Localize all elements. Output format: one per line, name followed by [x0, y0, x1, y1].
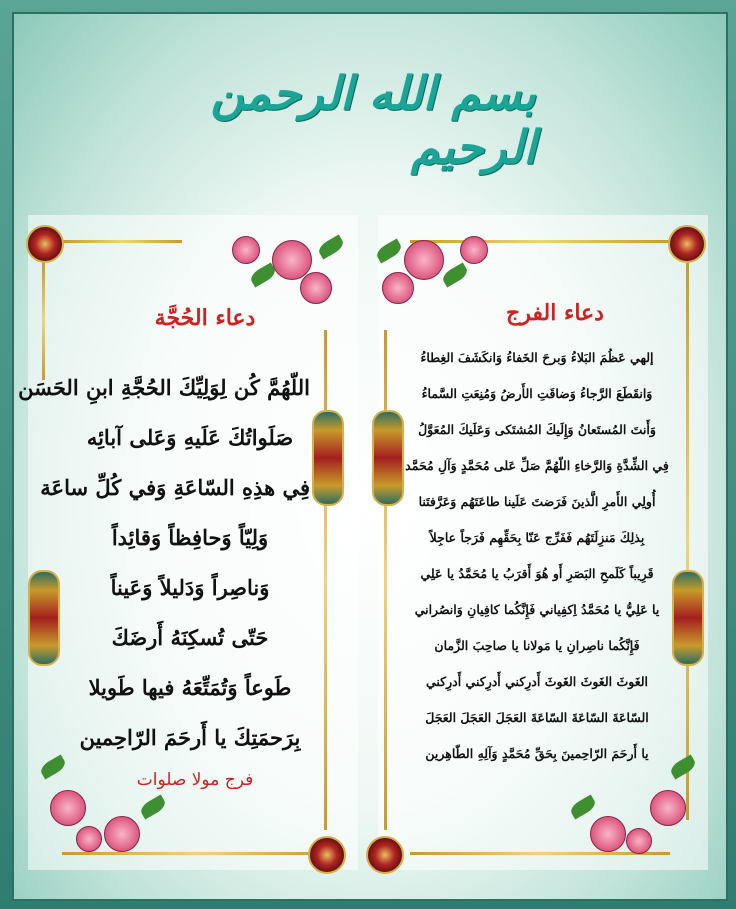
corner-ornament-icon [26, 225, 64, 263]
basmala-calligraphy: بسم الله الرحمن الرحيم [210, 66, 536, 174]
left-prayer-line: اللّهُمَّ كُن لِوَلِيِّكَ الحُجَّةِ ابنِ الحَسَن [18, 375, 310, 400]
right-prayer-line: فِي الشِّدَّةِ وَالرَّخاءِ اللّهُمَّ صَلِّ عَلى مُحَمَّدٍ وَآلِ مُحَمَّد [405, 458, 669, 473]
rose-icon [50, 790, 86, 826]
rose-icon [404, 240, 444, 280]
rose-icon [76, 826, 102, 852]
right-prayer-line: وَانقَطَعَ الرَّجاءُ وَضاقَتِ الأَرضُ وَمُنِعَتِ السَّماءُ [421, 386, 653, 401]
right-prayer-line: يا أَرحَمَ الرّاحِمينَ بِحَقِّ مُحَمَّدٍ وَآلِهِ الطّاهِرين [425, 746, 649, 761]
left-outer-border [42, 260, 45, 380]
right-prayer-line: أُولِي الأَمرِ الَّذينَ فَرَضتَ عَلَينا طاعَتَهُم وَعَرَّفتَنا [418, 494, 656, 509]
left-bottom-border [62, 852, 332, 855]
rose-icon [232, 236, 260, 264]
left-prayer-line: حَتّى تُسكِنَهُ أَرضَكَ [111, 625, 269, 650]
right-panel-title: دعاء الفرج [506, 300, 604, 326]
left-prayer-line: طَوعاً وَتُمَتِّعَهُ فيها طَويلا [88, 675, 292, 700]
rose-icon [650, 790, 686, 826]
medallion-ornament-icon [28, 570, 60, 666]
right-prayer-line: يا عَلِيُّ يا مُحَمَّدُ اِكفِياني فَإِنَّكُما كافِيانِ وَانصُراني [414, 602, 660, 617]
right-inner-border [384, 330, 387, 830]
left-prayer-line: فِي هذِهِ السّاعَةِ وَفي كُلِّ ساعَة [40, 475, 310, 500]
corner-ornament-icon [366, 836, 404, 874]
right-top-border [410, 240, 670, 243]
right-prayer-line: قَرِيباً كَلَمحِ البَصَرِ أَو هُوَ أَقرَبُ يا مُحَمَّدُ يا عَلِي [420, 566, 654, 581]
rose-icon [626, 828, 652, 854]
rose-icon [460, 236, 488, 264]
rose-icon [300, 272, 332, 304]
left-prayer-line: وَلِيّاً وَحافِظاً وَقائِداً [111, 525, 269, 550]
left-prayer-line: صَلَواتُكَ عَلَيهِ وَعَلى آبائِه [86, 425, 294, 450]
right-prayer-line: إلهي عَظُمَ البَلاءُ وَبرحَ الخَفاءُ وَانكَشَفَ الغِطاءُ [420, 350, 654, 365]
right-bottom-border [410, 852, 670, 855]
left-prayer-line: وَناصِراً وَدَليلاً وَعَيناً [110, 575, 270, 600]
rose-icon [104, 816, 140, 852]
left-panel-footer: فرج مولا صلوات [136, 770, 254, 790]
rose-icon [382, 272, 414, 304]
right-prayer-line: السّاعَةَ السّاعَةَ السّاعَةَ العَجَلَ العَجَلَ العَجَلَ [425, 710, 649, 725]
right-prayer-line: فَإِنَّكُما ناصِرانِ يا مَولانا يا صاحِبَ الزَّمان [434, 638, 640, 653]
left-panel-title: دعاء الحُجَّة [154, 305, 256, 331]
left-prayer-line: بِرَحمَتِكَ يا أَرحَمَ الرّاحِمين [79, 725, 301, 750]
right-prayer-line: بِذلِكَ مَنزِلَتَهُم فَفَرِّج عَنّا بِحَقِّهِم فَرَجاً عاجِلاً [429, 530, 645, 545]
right-prayer-line: الغَوثَ الغَوثَ الغَوثَ أَدرِكني أَدرِكني أَدرِكني [425, 674, 649, 689]
right-outer-border [686, 260, 689, 820]
corner-ornament-icon [308, 836, 346, 874]
left-top-border [62, 240, 182, 243]
left-inner-border [324, 330, 327, 830]
medallion-ornament-icon [312, 410, 344, 506]
right-prayer-line: وَأَنتَ المُستَعانُ وَإِلَيكَ المُشتَكى وَعَلَيكَ المُعَوَّلُ [418, 422, 656, 437]
corner-ornament-icon [668, 225, 706, 263]
rose-icon [590, 816, 626, 852]
